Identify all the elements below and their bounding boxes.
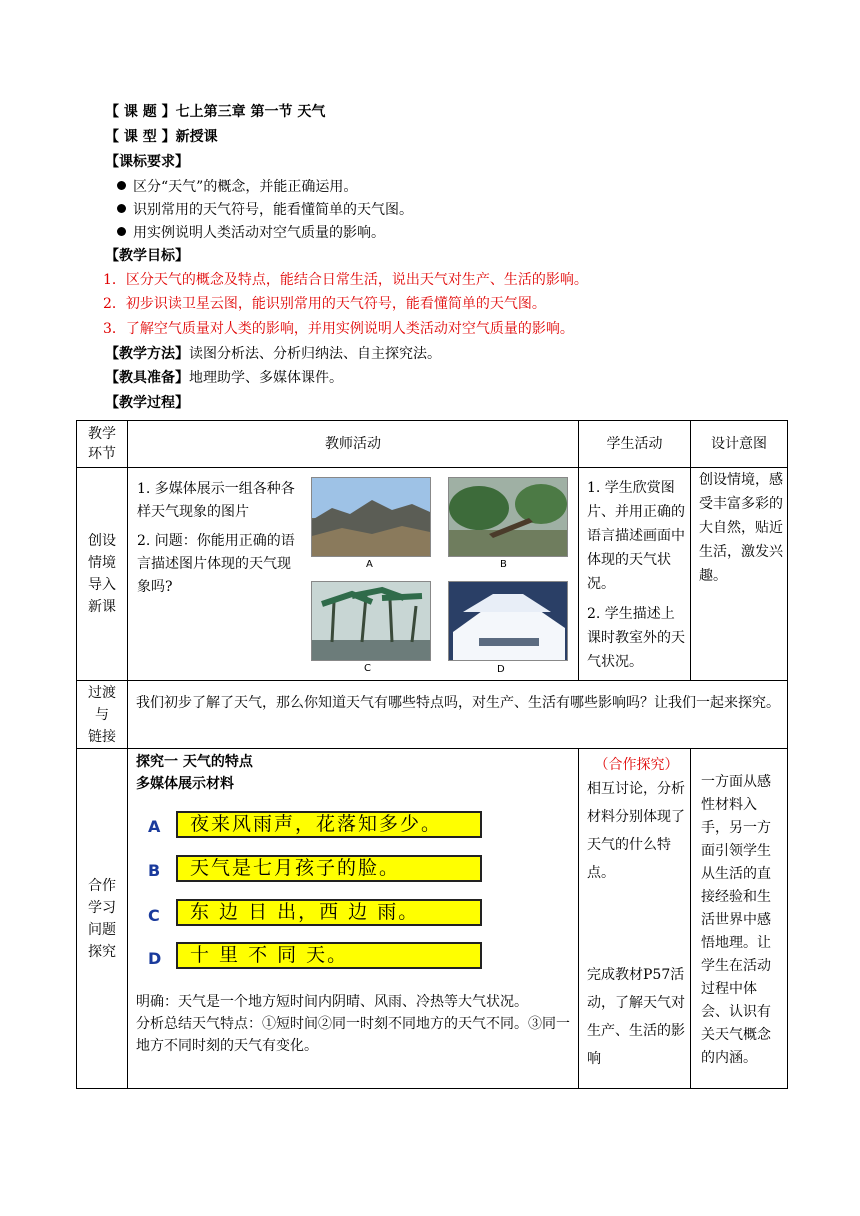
topic-value: 七上第三章 第一节 天气	[175, 104, 326, 120]
conclusion-definition: 明确：天气是一个地方短时间内阴晴、风雨、冷热等大气状况。	[136, 994, 528, 1010]
topic-label: 【 课 题 】	[105, 104, 176, 120]
method-line	[105, 344, 441, 364]
teacher-step-1: 1. 多媒体展示一组各种各样天气现象的图片	[137, 481, 295, 520]
photo-label: A	[366, 559, 373, 570]
material-strip: 十 里 不 同 天。	[176, 942, 482, 969]
table-header-row	[77, 421, 788, 468]
material-strip: 天气是七月孩子的脸。	[176, 855, 482, 882]
student-activity: 完成教材P57活动，了解天气对生产、生活的影响	[587, 967, 685, 1067]
tools-label: 【教具准备】	[105, 370, 189, 386]
method-label: 【教学方法】	[105, 346, 189, 362]
bullet-icon	[117, 227, 126, 236]
type-line	[105, 127, 218, 147]
strip-letter: C	[148, 906, 160, 925]
strip-letter: B	[148, 861, 161, 880]
conclusion-features: 分析总结天气特点：①短时间②同一时刻不同地方的天气不同。③同一地方不同时刻的天气有变化。	[136, 1016, 570, 1054]
student-step-2: 2. 学生描述上课时教室外的天气状况。	[587, 606, 685, 670]
goal-item: 1．区分天气的概念及特点，能结合日常生活，说出天气对生产、生活的影响。	[103, 272, 588, 288]
table-row	[77, 468, 788, 681]
tools-value: 地理助学、多媒体课件。	[189, 370, 343, 386]
type-value: 新授课	[175, 129, 218, 145]
header-teacher: 教师活动	[128, 421, 579, 468]
method-value: 读图分析法、分析归纳法、自主探究法。	[189, 346, 441, 362]
standard-item: 识别常用的天气符号，能看懂简单的天气图。	[117, 200, 413, 220]
stage-cell: 合作 学习 问题 探究	[77, 749, 128, 1089]
weather-photo-c	[311, 581, 431, 661]
photo-label: C	[364, 663, 371, 674]
photo-label: B	[500, 559, 507, 570]
bullet-icon	[117, 181, 126, 190]
header-intent: 设计意图	[691, 421, 788, 468]
photo-label: D	[497, 664, 505, 675]
standard-item: 区分“天气”的概念，并能正确运用。	[117, 177, 357, 197]
header-stage: 教学 环节	[77, 421, 128, 468]
stage-cell: 过渡 与 链接	[77, 681, 128, 749]
goal-item: 3．了解空气质量对人类的影响，并用实例说明人类活动对空气质量的影响。	[103, 321, 574, 337]
strip-letter: A	[148, 817, 161, 836]
transition-cell: 我们初步了解了天气，那么你知道天气有哪些特点吗，对生产、生活有哪些影响吗？让我们一起来探究。	[128, 681, 788, 749]
weather-photo-b	[448, 477, 568, 557]
goal-item: 2．初步识读卫星云图，能识别常用的天气符号，能看懂简单的天气图。	[103, 296, 546, 312]
type-label: 【 课 型 】	[105, 129, 176, 145]
student-discussion: 相互讨论，分析材料分别体现了天气的什么特点。	[587, 781, 685, 881]
goals-heading: 【教学目标】	[105, 248, 189, 264]
process-heading: 【教学过程】	[105, 395, 189, 411]
material-strip: 东 边 日 出，西 边 雨。	[176, 899, 482, 926]
explore-title: 探究一 天气的特点	[136, 754, 253, 770]
explore-subtitle: 多媒体展示材料	[136, 776, 234, 792]
topic-line	[105, 102, 325, 122]
teacher-step-2: 2. 问题：你能用正确的语言描述图片体现的天气现象吗?	[137, 533, 295, 595]
standards-heading: 【课标要求】	[105, 154, 189, 170]
lesson-table	[76, 420, 788, 1089]
intent-cell: 创设情境，感受丰富多彩的大自然，贴近生活，激发兴趣。	[691, 468, 788, 681]
student-cell	[579, 749, 691, 1089]
tools-line	[105, 368, 343, 388]
material-strip: 夜来风雨声，花落知多少。	[176, 811, 482, 838]
student-cell	[579, 468, 691, 681]
coop-tag: （合作探究）	[594, 757, 679, 773]
stage-cell: 创设 情境 导入 新课	[77, 468, 128, 681]
intent-cell: 一方面从感性材料入手，另一方面引领学生从生活的直接经验和生活世界中感悟地理。让学生在活动过程中体会、认识有关天气概念的内涵。	[691, 749, 788, 1089]
weather-photo-a	[311, 477, 431, 557]
student-step-1: 1. 学生欣赏图片、并用正确的语言描述画面中体现的天气状况。	[587, 480, 685, 592]
weather-photo-d	[448, 581, 568, 661]
bullet-icon	[117, 204, 126, 213]
header-student: 学生活动	[579, 421, 691, 468]
table-row	[77, 681, 788, 749]
strip-letter: D	[148, 949, 162, 968]
standard-item: 用实例说明人类活动对空气质量的影响。	[117, 223, 385, 243]
